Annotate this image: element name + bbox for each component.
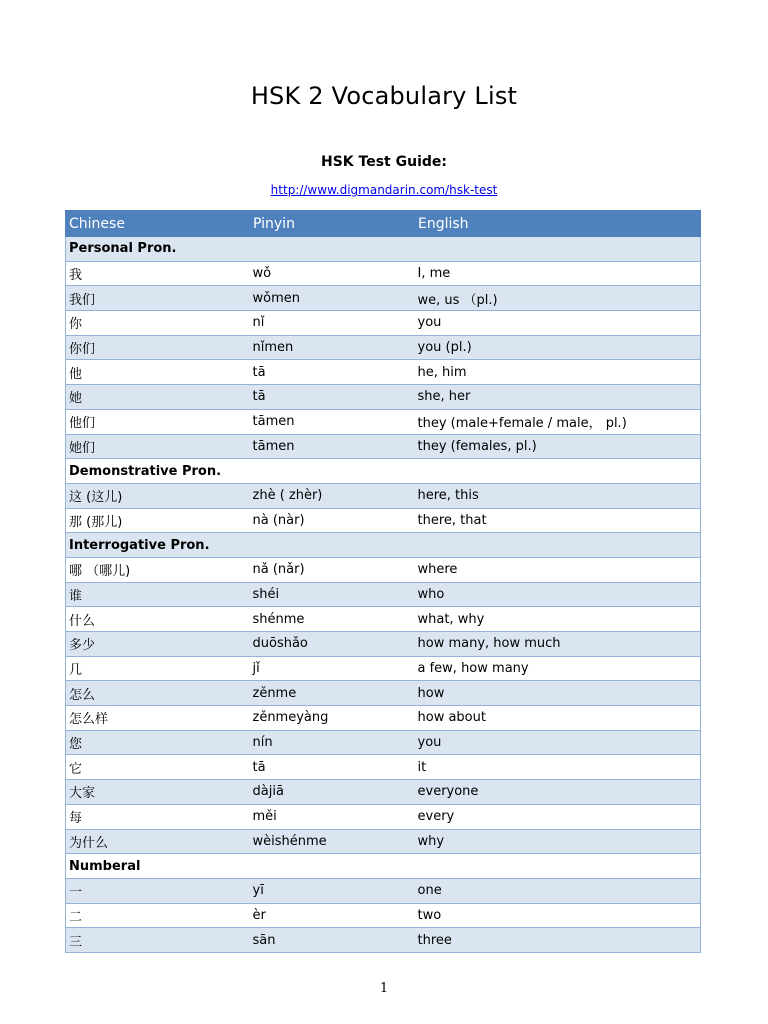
- cell-pinyin: nín: [250, 730, 415, 755]
- cell-chinese: 一: [66, 878, 250, 903]
- cell-pinyin: wèishénme: [250, 829, 415, 854]
- cell-english: you: [415, 730, 701, 755]
- table-row: [66, 804, 701, 829]
- table-row: [66, 878, 701, 903]
- section-row: [66, 854, 701, 879]
- cell-chinese: 你: [66, 311, 250, 336]
- cell-pinyin: měi: [250, 804, 415, 829]
- cell-chinese: 二: [66, 903, 250, 928]
- cell-chinese: 我们: [66, 286, 250, 311]
- table-row: [66, 508, 701, 533]
- cell-english: he, him: [415, 360, 701, 385]
- cell-pinyin: tā: [250, 360, 415, 385]
- table-row: [66, 656, 701, 681]
- cell-english: one: [415, 878, 701, 903]
- cell-chinese: 三: [66, 928, 250, 953]
- cell-pinyin: shénme: [250, 607, 415, 632]
- cell-chinese: 你们: [66, 335, 250, 360]
- table-row: [66, 780, 701, 805]
- cell-pinyin: shéi: [250, 582, 415, 607]
- cell-english: two: [415, 903, 701, 928]
- table-body: [66, 237, 701, 953]
- section-row: [66, 533, 701, 558]
- cell-chinese: 大家: [66, 780, 250, 805]
- cell-pinyin: wǒ: [250, 261, 415, 286]
- cell-english: there, that: [415, 508, 701, 533]
- table-row: [66, 681, 701, 706]
- table-row: [66, 409, 701, 434]
- table-row: [66, 434, 701, 459]
- cell-chinese: 他们: [66, 409, 250, 434]
- cell-english: who: [415, 582, 701, 607]
- cell-chinese: 为什么: [66, 829, 250, 854]
- cell-pinyin: wǒmen: [250, 286, 415, 311]
- table-row: [66, 385, 701, 410]
- table-row: [66, 607, 701, 632]
- table-row: [66, 286, 701, 311]
- section-label: Numberal: [66, 854, 701, 879]
- cell-chinese: 她: [66, 385, 250, 410]
- table-row: [66, 755, 701, 780]
- cell-english: where: [415, 557, 701, 582]
- table-header-row: [66, 211, 701, 237]
- cell-english: every: [415, 804, 701, 829]
- guide-label: HSK Test Guide:: [321, 154, 447, 170]
- guide-link-container: [0, 183, 768, 197]
- header-english: English: [415, 211, 701, 237]
- cell-chinese: 这 (这儿): [66, 483, 250, 508]
- cell-english: she, her: [415, 385, 701, 410]
- cell-pinyin: zěnmeyàng: [250, 706, 415, 731]
- cell-pinyin: èr: [250, 903, 415, 928]
- cell-english: how: [415, 681, 701, 706]
- cell-chinese: 怎么: [66, 681, 250, 706]
- cell-pinyin: zěnme: [250, 681, 415, 706]
- cell-english: how about: [415, 706, 701, 731]
- cell-chinese: 您: [66, 730, 250, 755]
- cell-english: they (male+female / male， pl.): [415, 409, 701, 434]
- cell-english: they (females, pl.): [415, 434, 701, 459]
- cell-pinyin: jǐ: [250, 656, 415, 681]
- cell-english: everyone: [415, 780, 701, 805]
- cell-chinese: 他: [66, 360, 250, 385]
- cell-chinese: 她们: [66, 434, 250, 459]
- cell-pinyin: tāmen: [250, 434, 415, 459]
- cell-english: it: [415, 755, 701, 780]
- section-row: [66, 237, 701, 262]
- cell-pinyin: nà (nàr): [250, 508, 415, 533]
- page-number: 1: [379, 981, 389, 996]
- cell-pinyin: tā: [250, 755, 415, 780]
- table-row: [66, 706, 701, 731]
- section-label: Personal Pron.: [66, 237, 701, 262]
- table-row: [66, 261, 701, 286]
- cell-pinyin: yī: [250, 878, 415, 903]
- cell-pinyin: tāmen: [250, 409, 415, 434]
- cell-english: you: [415, 311, 701, 336]
- cell-chinese: 那 (那儿): [66, 508, 250, 533]
- table-row: [66, 582, 701, 607]
- cell-pinyin: nǐ: [250, 311, 415, 336]
- cell-english: three: [415, 928, 701, 953]
- cell-english: we, us （pl.): [415, 286, 701, 311]
- table-row: [66, 483, 701, 508]
- vocabulary-table: [65, 210, 701, 953]
- table-row: [66, 311, 701, 336]
- cell-chinese: 多少: [66, 632, 250, 657]
- table-row: [66, 903, 701, 928]
- cell-english: here, this: [415, 483, 701, 508]
- table-row: [66, 360, 701, 385]
- cell-pinyin: nǐmen: [250, 335, 415, 360]
- cell-chinese: 它: [66, 755, 250, 780]
- table-row: [66, 730, 701, 755]
- section-label: Interrogative Pron.: [66, 533, 701, 558]
- header-chinese: Chinese: [66, 211, 250, 237]
- header-pinyin: Pinyin: [250, 211, 415, 237]
- cell-chinese: 怎么样: [66, 706, 250, 731]
- cell-chinese: 什么: [66, 607, 250, 632]
- table-row: [66, 829, 701, 854]
- table-row: [66, 632, 701, 657]
- cell-pinyin: nǎ (nǎr): [250, 557, 415, 582]
- cell-chinese: 哪 （哪儿): [66, 557, 250, 582]
- table-row: [66, 928, 701, 953]
- section-label: Demonstrative Pron.: [66, 459, 701, 484]
- cell-pinyin: tā: [250, 385, 415, 410]
- cell-chinese: 我: [66, 261, 250, 286]
- cell-english: why: [415, 829, 701, 854]
- table-row: [66, 335, 701, 360]
- cell-chinese: 每: [66, 804, 250, 829]
- cell-english: how many, how much: [415, 632, 701, 657]
- section-row: [66, 459, 701, 484]
- table-row: [66, 557, 701, 582]
- cell-pinyin: duōshǎo: [250, 632, 415, 657]
- cell-english: what, why: [415, 607, 701, 632]
- cell-pinyin: sān: [250, 928, 415, 953]
- cell-chinese: 谁: [66, 582, 250, 607]
- cell-english: you (pl.): [415, 335, 701, 360]
- guide-link[interactable]: http://www.digmandarin.com/hsk-test: [270, 183, 498, 197]
- cell-pinyin: zhè ( zhèr): [250, 483, 415, 508]
- cell-english: I, me: [415, 261, 701, 286]
- cell-chinese: 几: [66, 656, 250, 681]
- cell-pinyin: dàjiā: [250, 780, 415, 805]
- cell-english: a few, how many: [415, 656, 701, 681]
- document-title: HSK 2 Vocabulary List: [250, 82, 518, 110]
